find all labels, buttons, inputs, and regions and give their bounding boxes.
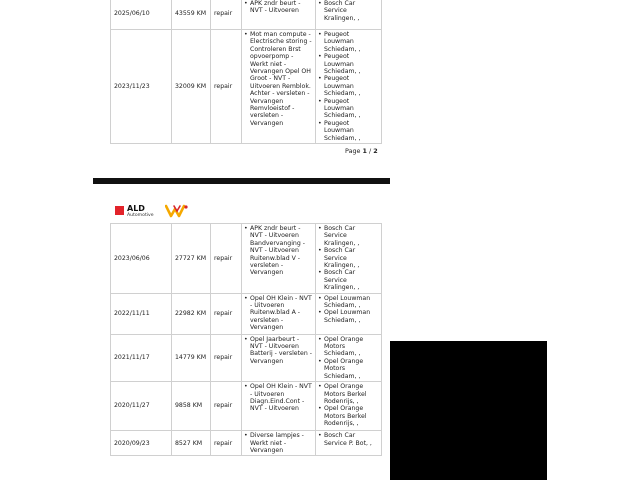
garage-cell [316,431,382,456]
date-cell: 2021/11/17 [111,334,172,381]
garage-item: • Opel Louwman Schiedam, , [324,295,378,310]
date-cell: 2020/11/27 [111,382,172,431]
garage-item: • Bosch Car Service P. Bot, , [324,432,378,447]
mileage-cell: 22982 KM [172,293,211,334]
work-item: • Mot man compute - Electrische storing - Controleren Brst opvoerpomp - Werkt niet - Vervangen Opel OH Groot - NVT - Uitvoeren Remblok. Achter - versleten - Vervangen Remvloeistof - versleten - Vervangen [250,31,312,127]
garage-item: • Peugeot Louwman Schiedam, , [324,31,378,53]
garage-item: • Peugeot Louwman Schiedam, , [324,53,378,75]
garage-cell [316,224,382,294]
garage-item: • Opel Orange Motors Berkel Rodenrijs, , [324,383,378,405]
mileage-cell: 27727 KM [172,224,211,294]
type-cell: repair [211,0,242,30]
work-item: • APK zndr beurt - NVT - Uitvoeren Bandvervanging - NVT - Uitvoeren Ruitenw.blad V - versleten - Vervangen [250,225,312,277]
date-cell: 2023/11/23 [111,30,172,144]
table-row [111,334,382,381]
garage-item: • Opel Orange Motors Schiedam, , [324,358,378,380]
type-cell: repair [211,334,242,381]
type-cell: repair [211,293,242,334]
mileage-cell: 43559 KM [172,0,211,30]
type-cell: repair [211,30,242,144]
work-cell [242,224,316,294]
page-label: Page [345,147,363,155]
brand-subtitle: Automotive [127,213,154,218]
garage-item: • Bosch Car Service Kralingen, , [324,269,378,291]
table-row [111,0,382,30]
work-cell [242,431,316,456]
garage-item: • Bosch Car Service Kralingen, , [324,225,378,247]
work-item: • Opel Jaarbeurt - NVT - Uitvoeren Batterij - versleten - Vervangen [250,336,312,366]
work-cell [242,293,316,334]
garage-item: • Bosch Car Service Kralingen, , [324,0,378,22]
ald-red-square-icon [115,206,124,215]
table-body [111,0,382,144]
work-cell [242,0,316,30]
work-item: • APK zndr beurt - NVT - Uitvoeren [250,0,312,15]
ald-automotive-logo [115,204,195,220]
type-cell: repair [211,382,242,431]
mileage-cell: 32009 KM [172,30,211,144]
garage-cell [316,0,382,30]
maintenance-table-page-1 [110,0,382,144]
type-cell: repair [211,431,242,456]
garage-cell [316,334,382,381]
total-pages: 2 [373,147,378,155]
date-cell: 2022/11/11 [111,293,172,334]
table-row [111,30,382,144]
table-body [111,224,382,456]
garage-item: • Peugeot Louwman Schiedam, , [324,98,378,120]
garage-item: • Bosch Car Service Kralingen, , [324,247,378,269]
page-break-divider [93,178,390,184]
table-row [111,224,382,294]
leaseplan-w-logo-icon [165,204,189,218]
garage-item: • Peugeot Louwman Schiedam, , [324,75,378,97]
brand-name: ALD [127,204,145,213]
type-cell: repair [211,224,242,294]
maintenance-table-page-2 [110,223,382,456]
work-item: • Opel OH Klein - NVT - Uitvoeren Ruitenw.blad A - versleten - Vervangen [250,295,312,332]
work-item: • Opel OH Klein - NVT - Uitvoeren Diagn.Eind.Cont - NVT - Uitvoeren [250,383,312,413]
garage-cell [316,382,382,431]
garage-item: • Peugeot Louwman Schiedam, , [324,120,378,142]
date-cell: 2020/09/23 [111,431,172,456]
work-cell [242,382,316,431]
table-row [111,382,382,431]
garage-item: • Opel Orange Motors Berkel Rodenrijs, , [324,405,378,427]
garage-item: • Opel Orange Motors Schiedam, , [324,336,378,358]
table-row [111,293,382,334]
work-item: • Diverse lampjes - Werkt niet - Vervangen [250,432,312,454]
mileage-cell: 9858 KM [172,382,211,431]
date-cell: 2025/06/10 [111,0,172,30]
garage-cell [316,30,382,144]
work-cell [242,30,316,144]
mileage-cell: 8527 KM [172,431,211,456]
table-row [111,431,382,456]
work-cell [242,334,316,381]
page-separator: / [366,147,374,155]
garage-item: • Opel Louwman Schiedam, , [324,309,378,324]
garage-cell [316,293,382,334]
date-cell: 2023/06/06 [111,224,172,294]
current-page: 1 [362,147,367,155]
mileage-cell: 14779 KM [172,334,211,381]
redacted-area [390,341,547,480]
page-indicator [345,147,378,155]
